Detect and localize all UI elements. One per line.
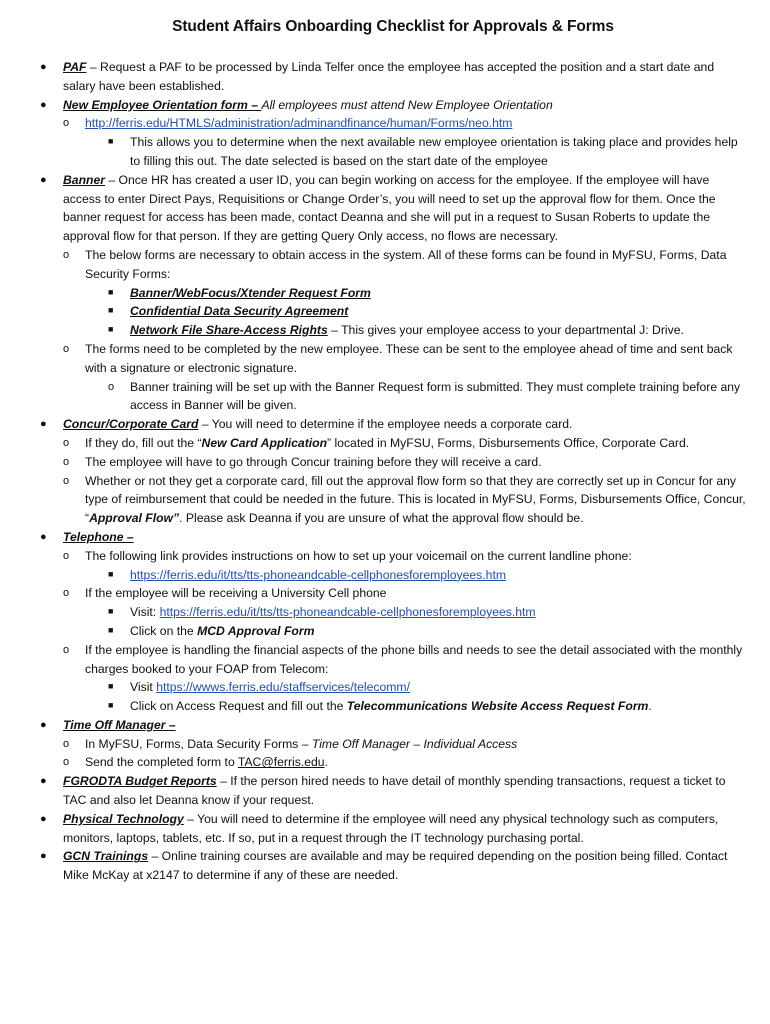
time-off-sub-item	[40, 753, 746, 772]
banner-forms-intro-item	[40, 246, 746, 284]
banner-heading: Banner	[63, 172, 105, 187]
concur-heading: Concur/Corporate Card	[63, 417, 199, 432]
fgrodta-heading: FGRODTA Budget Reports	[63, 774, 217, 789]
bullet-icon: ●	[40, 418, 47, 431]
bullet-icon: ●	[40, 775, 47, 788]
telephone-sub-item	[40, 641, 746, 679]
square-bullet-icon: ■	[108, 606, 114, 617]
concur-sub1-c: ” located in MyFSU, Forms, Disbursements Office, Corporate Card.	[327, 435, 690, 450]
concur-sub2: The employee will have to go through Concur training before they will receive a card.	[85, 454, 542, 469]
banner-training-text: Banner training will be set up with the Banner Request form is submitted. They must complete training before any access in Banner will be given.	[130, 379, 741, 413]
voicemail-link[interactable]: https://ferris.edu/it/tts/tts-phoneandcable-cellphonesforemployees.htm	[130, 567, 506, 582]
paf-heading: PAF	[63, 60, 87, 74]
bullet-icon: ●	[40, 61, 47, 73]
physical-heading: Physical Technology	[63, 811, 184, 826]
square-bullet-icon: ■	[108, 624, 114, 635]
item-paf	[40, 58, 746, 96]
circle-bullet-icon: o	[63, 587, 70, 600]
item-banner	[40, 171, 746, 246]
telephone-sub1: The following link provides instructions on how to set up your voicemail on the current landline phone:	[85, 548, 632, 563]
neo-link[interactable]: http://ferris.edu/HTMLS/administration/adminandfinance/human/Forms/neo.htm	[85, 116, 513, 131]
page-title: Student Affairs Onboarding Checklist for Approvals & Forms	[172, 18, 614, 35]
square-bullet-icon: ■	[108, 136, 114, 147]
banner-forms-intro: The below forms are necessary to obtain access in the system. All of these forms can be found in MyFSU, Forms, Data Security Forms:	[85, 247, 727, 281]
physical-text: – You will need to determine if the employee will need any physical technology such as computers, monitors, laptops, tablets, etc. If so, put in a request through the IT technology purchasing portal.	[63, 811, 719, 845]
time-off-sub1-b: Time Off Manager – Individual Access	[311, 736, 518, 751]
time-off-sub2-a: Send the completed form to	[85, 755, 238, 770]
telephone-visit-item	[40, 678, 746, 697]
square-bullet-icon: ■	[108, 286, 114, 297]
banner-form-item	[40, 321, 746, 340]
neo-link-item	[40, 114, 746, 133]
network-file-share-form: Network File Share-Access Rights	[130, 323, 328, 338]
circle-bullet-icon: o	[63, 342, 70, 355]
telephone-sub-item	[40, 584, 746, 603]
neo-sub-text: This allows you to determine when the next available new employee orientation is taking place and provides help to filling this out. The date selected is based on the start date of the employee	[130, 135, 738, 168]
concur-sub-item	[40, 453, 746, 472]
bullet-icon: ●	[40, 530, 47, 543]
telephone-heading: Telephone –	[63, 529, 134, 544]
circle-bullet-icon: o	[63, 436, 70, 449]
telephone-sub3: If the employee is handling the financial aspects of the phone bills and needs to see the detail associated with the monthly charges booked to your FOAP from Telecom:	[85, 642, 743, 676]
item-telephone	[40, 528, 746, 547]
bullet-icon: ●	[40, 812, 47, 825]
square-bullet-icon: ■	[108, 305, 114, 316]
banner-training-item	[40, 378, 746, 416]
new-card-application: New Card Application	[201, 435, 328, 450]
gcn-heading: GCN Trainings	[63, 849, 149, 864]
telephone-visit-item	[40, 603, 746, 622]
paf-text: – Request a PAF to be processed by Linda Telfer once the employee has accepted the position and a start date and salary have been established.	[63, 60, 715, 93]
concur-sub1-a: If they do, fill out the “	[85, 435, 202, 450]
square-bullet-icon: ■	[108, 681, 114, 692]
telecom-access-form: Telecommunications Website Access Request Form	[346, 699, 649, 714]
concur-sub3-a: Whether or not they get a corporate card, fill out the approval flow form so that they are correctly set up in Concur for any type of reimbursement that could be needed in the future. This is located in MyFSU, Forms, Disbursements Office, Concur, “	[85, 473, 746, 526]
gcn-text: – Online training courses are available and may be required depending on the position being filled. Contact Mike McKay at x2147 to determine if any of these are needed.	[63, 849, 728, 883]
concur-text: – You will need to determine if the employee needs a corporate card.	[198, 417, 573, 432]
bullet-icon: ●	[40, 98, 47, 111]
time-off-heading: Time Off Manager –	[63, 717, 176, 732]
item-physical-technology	[40, 810, 746, 848]
click-label: Click on the	[130, 623, 198, 638]
telephone-click-item	[40, 697, 746, 716]
confidential-data-form: Confidential Data Security Agreement	[130, 304, 349, 319]
click-access-label: Click on Access Request and fill out the	[130, 699, 347, 714]
bullet-icon: ●	[40, 718, 47, 731]
circle-bullet-icon: o	[63, 117, 70, 130]
circle-bullet-icon: o	[63, 455, 70, 468]
concur-sub3-c: . Please ask Deanna if you are unsure of what the approval flow should be.	[179, 511, 584, 526]
circle-bullet-icon: o	[63, 474, 70, 487]
circle-bullet-icon: o	[108, 380, 115, 393]
banner-webfocus-form: Banner/WebFocus/Xtender Request Form	[130, 285, 371, 300]
item-time-off-manager	[40, 716, 746, 735]
banner-form-item	[40, 302, 746, 321]
item-fgrodta	[40, 772, 746, 810]
tac-email-link[interactable]: TAC@ferris.edu	[237, 755, 325, 770]
approval-flow: Approval Flow”	[89, 511, 180, 526]
cellphone-link[interactable]: https://ferris.edu/it/tts/tts-phoneandcable-cellphonesforemployees.htm	[159, 605, 536, 620]
mcd-approval-form: MCD Approval Form	[197, 623, 315, 638]
bullet-icon: ●	[40, 850, 47, 863]
checklist	[40, 58, 746, 885]
circle-bullet-icon: o	[63, 549, 70, 562]
circle-bullet-icon: o	[63, 756, 70, 769]
bullet-icon: ●	[40, 173, 47, 186]
period: .	[324, 755, 328, 770]
item-gcn-trainings	[40, 847, 746, 885]
visit-label: Visit:	[130, 605, 160, 620]
banner-complete-item	[40, 340, 746, 378]
circle-bullet-icon: o	[63, 248, 70, 261]
neo-heading: New Employee Orientation form –	[63, 97, 262, 112]
circle-bullet-icon: o	[63, 643, 70, 656]
visit-label: Visit	[130, 680, 157, 695]
neo-sub-item	[40, 133, 746, 171]
square-bullet-icon: ■	[108, 324, 114, 335]
neo-note: All employees must attend New Employee Orientation	[261, 97, 553, 112]
network-file-share-text: – This gives your employee access to your departmental J: Drive.	[327, 323, 684, 338]
telephone-link-item	[40, 566, 746, 585]
item-new-employee-orientation	[40, 96, 746, 115]
time-off-sub-item	[40, 735, 746, 754]
period: .	[648, 699, 652, 714]
banner-text: – Once HR has created a user ID, you can begin working on access for the employee. If the employee will have access to enter Direct Pays, Requisitions or Change Order’s, you will need to set up the approval flow for them. Once the banner request for access has been made, contact Deanna and she will put in a request to Susan Roberts to update the approval flow for that person. If they are getting Query Only access, no flows are necessary.	[63, 172, 716, 244]
item-concur	[40, 415, 746, 434]
concur-sub-item	[40, 434, 746, 453]
square-bullet-icon: ■	[108, 700, 114, 711]
circle-bullet-icon: o	[63, 737, 70, 750]
telephone-sub-item	[40, 547, 746, 566]
fgrodta-text: – If the person hired needs to have detail of monthly spending transactions, request a ticket to TAC and also let Deanna know if your request.	[63, 774, 726, 808]
telephone-sub2: If the employee will be receiving a University Cell phone	[85, 586, 387, 601]
banner-form-item	[40, 284, 746, 303]
concur-sub-item	[40, 472, 746, 528]
banner-complete-text: The forms need to be completed by the new employee. These can be sent to the employee ahead of time and sent back with a signature or electronic signature.	[85, 341, 733, 375]
time-off-sub1-a: In MyFSU, Forms, Data Security Forms –	[85, 736, 312, 751]
telephone-click-item	[40, 622, 746, 641]
telecomm-link[interactable]: https://wwws.ferris.edu/staffservices/telecomm/	[156, 680, 410, 695]
square-bullet-icon: ■	[108, 568, 114, 579]
